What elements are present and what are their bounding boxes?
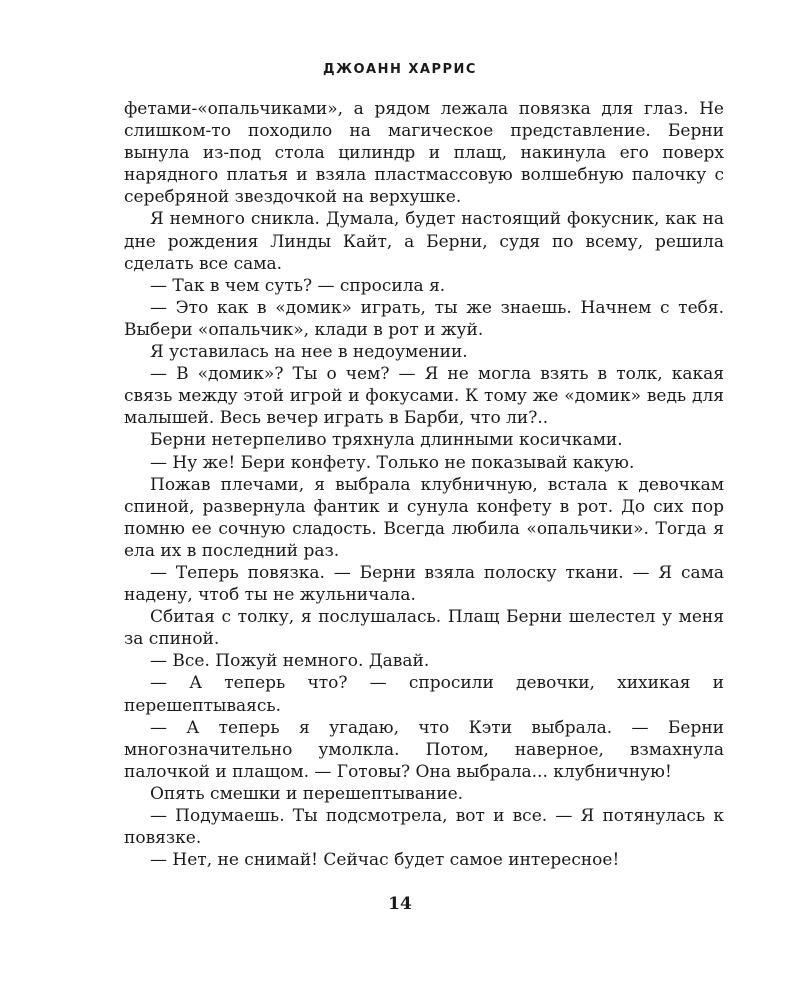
paragraph: — Ну же! Бери конфету. Только не показывай какую. (150, 452, 635, 473)
paragraph: — В «домик»? Ты о чем? — Я не могла взять в толк, какая связь между этой игрой и фокусами. К тому же «домик» ведь для малышей. Весь вечер играть в Барби, что ли?.. (124, 364, 724, 429)
paragraph: Я немного сникла. Думала, будет настоящий фокусник, как на дне рождения Линды Кайт, а Берни, судя по всему, решила сделать все сама. (124, 209, 724, 274)
paragraph: Сбитая с толку, я послушалась. Плащ Берни шелестел у меня за спиной. (124, 607, 724, 650)
paragraph: — Нет, не снимай! Сейчас будет самое интересное! (150, 850, 620, 871)
paragraph: — А теперь я угадаю, что Кэти выбрала. — Берни многозначительно умолкла. Потом, наверное, взмахнула палочкой и плащом. — Готовы? Она выбрала... клубничную! (124, 717, 724, 782)
paragraph: фетами-«опальчиками», а рядом лежала повязка для глаз. Не слишком-то походило на магическое представление. Берни вынула из-под стола цилиндр и плащ, накинула его поверх нарядного платья и взяла пластмассовую волшебную палочку с серебряной звездочкой на верхушке. (124, 99, 724, 208)
paragraph: Я уставилась на нее в недоумении. (150, 342, 468, 363)
paragraph: Опять смешки и перешептывание. (150, 783, 464, 804)
page-number: 14 (388, 894, 412, 914)
paragraph: — Теперь повязка. — Берни взяла полоску ткани. — Я сама надену, чтоб ты не жульничала. (124, 562, 724, 606)
paragraph: — Все. Пожуй немного. Давай. (150, 651, 430, 672)
paragraph: — Так в чем суть? — спросила я. (150, 275, 446, 296)
paragraph: — Это как в «домик» играть, ты же знаешь. Начнем с тебя. Выбери «опальчик», клади в рот и жуй. (124, 297, 724, 340)
paragraph: — А теперь что? — спросили девочки, хихикая и перешептываясь. (124, 673, 724, 716)
paragraph: Пожав плечами, я выбрала клубничную, встала к девочкам спиной, развернула фантик и сунула конфету в рот. До сих пор помню ее сочную сладость. Всегда любила «опальчики». Тогда я ела их в последний раз. (124, 474, 724, 561)
running-head-author: ДЖОАНН ХАРРИС (323, 62, 477, 77)
paragraph: Берни нетерпеливо тряхнула длинными косичками. (150, 430, 623, 451)
body-text (124, 98, 724, 871)
paragraph: — Подумаешь. Ты подсмотрела, вот и все. — Я потянулась к повязке. (124, 806, 724, 849)
